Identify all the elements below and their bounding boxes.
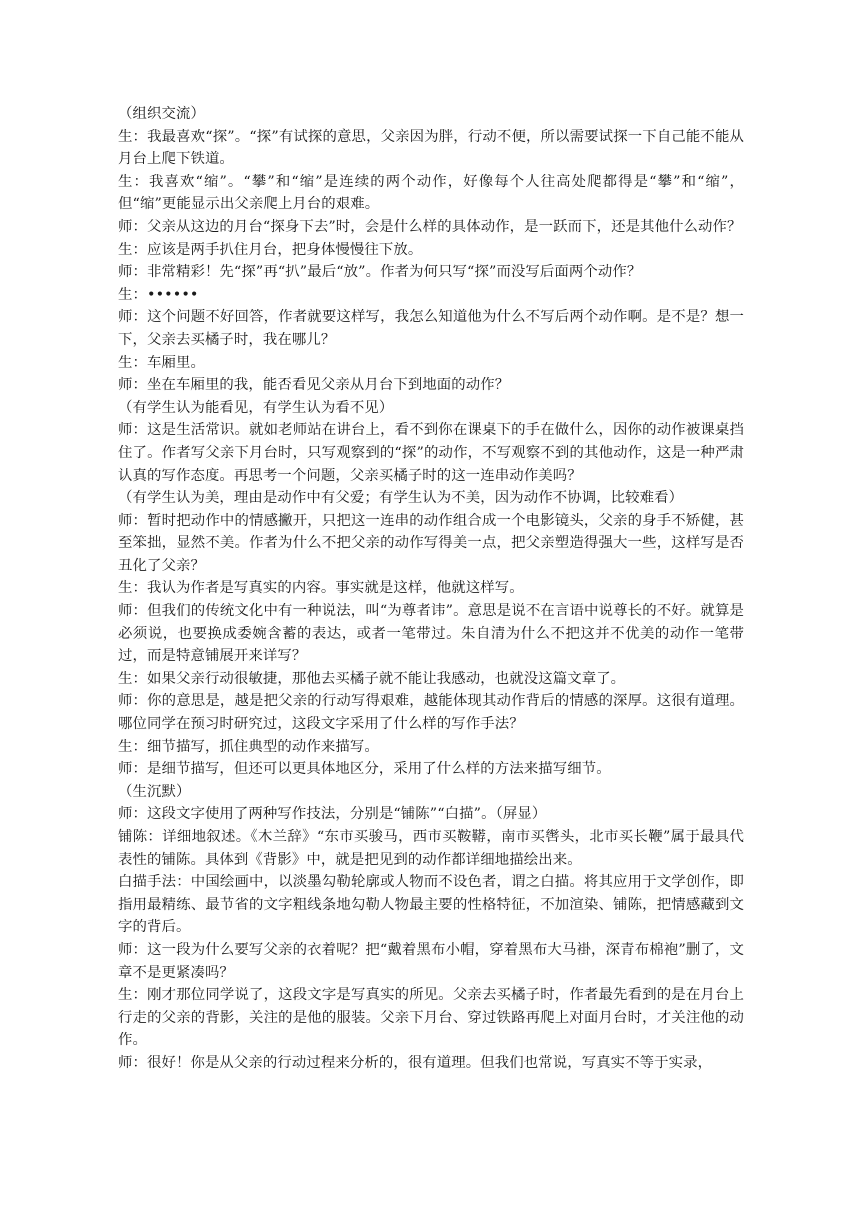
paragraph: 师：暂时把动作中的情感撇开，只把这一连串的动作组合成一个电影镜头，父亲的身手不矫健，甚至笨拙，显然不美。作者为什么不把父亲的动作写得美一点，把父亲塑造得强大一些，这样写是否丑化了父亲？	[118, 512, 744, 574]
paragraph: 生：细节描写，抓住典型的动作来描写。	[118, 738, 379, 755]
paragraph: 生：••••••	[118, 286, 199, 303]
paragraph: 白描手法：中国绘画中，以淡墨勾勒轮廓或人物而不设色者，谓之白描。将其应用于文学创作，即指用最精练、最节省的文字粗线条地勾勒人物最主要的性格特征，不加渲染、铺陈，把情感藏到文字的背后。	[118, 874, 744, 936]
paragraph: （组织交流）	[118, 106, 205, 122]
paragraph: 师：这是生活常识。就如老师站在讲台上，看不到你在课桌下的手在做什么，因你的动作被课桌挡住了。作者写父亲下月台时，只写观察到的“探”的动作，不写观察不到的其他动作，这是一种严肃认真的写作态度。再思考一个问题，父亲买橘子时的这一连串动作美吗？	[118, 422, 744, 484]
paragraph: （有学生认为美，理由是动作中有父爱；有学生认为不美，因为动作不协调，比较难看）	[118, 490, 684, 507]
paragraph: 师：很好！你是从父亲的行动过程来分析的，很有道理。但我们也常说，写真实不等于实录，	[118, 1054, 713, 1071]
paragraph: 师：这一段为什么要写父亲的衣着呢？把“戴着黑布小帽，穿着黑布大马褂，深青布棉袍”删了，文章不是更紧凑吗？	[118, 941, 744, 981]
paragraph: 师：坐在车厢里的我，能否看见父亲从月台下到地面的动作？	[118, 377, 510, 394]
paragraph: 师：你的意思是，越是把父亲的行动写得艰难，越能体现其动作背后的情感的深厚。这很有道理。哪位同学在预习时研究过，这段文字采用了什么样的写作手法？	[118, 693, 744, 733]
paragraph: 生：我喜欢“缩”。“攀”和“缩”是连续的两个动作，好像每个人往高处爬都得是“攀”和“缩”，但“缩”更能显示出父亲爬上月台的艰难。	[118, 173, 744, 213]
paragraph: 师：这个问题不好回答，作者就要这样写，我怎么知道他为什么不写后两个动作啊。是不是？想一下，父亲去买橘子时，我在哪儿？	[118, 309, 744, 348]
paragraph: 生：我认为作者是写真实的内容。事实就是这样，他就这样写。	[118, 580, 524, 597]
paragraph: 生：刚才那位同学说了，这段文字是写真实的所见。父亲去买橘子时，作者最先看到的是在月台上行走的父亲的背影，关注的是他的服装。父亲下月台、穿过铁路再爬上对面月台时，才关注他的动作。	[118, 987, 744, 1049]
paragraph: （生沉默）	[118, 783, 191, 800]
paragraph: 师：是细节描写，但还可以更具体地区分，采用了什么样的方法来描写细节。	[118, 761, 611, 778]
paragraph: 师：这段文字使用了两种写作技法，分别是“铺陈”“白描”。（屏显）	[118, 806, 547, 823]
paragraph: （有学生认为能看见，有学生认为看不见）	[118, 399, 394, 416]
paragraph: 生：应该是两手扒住月台，把身体慢慢往下放。	[118, 241, 423, 258]
paragraph: 生：如果父亲行动很敏捷，那他去买橘子就不能让我感动，也就没这篇文章了。	[118, 670, 626, 687]
paragraph: 师：但我们的传统文化中有一种说法，叫“为尊者讳”。意思是说不在言语中说尊长的不好。就算是必须说，也要换成委婉含蓄的表达，或者一笔带过。朱自清为什么不把这并不优美的动作一笔带过，而是特意铺展开来详写？	[118, 603, 744, 665]
paragraph: 师：非常精彩！先“探”再“扒”最后“放”。作者为何只写“探”而没写后面两个动作？	[118, 264, 642, 281]
document-body	[118, 103, 744, 1075]
paragraph: 铺陈：详细地叙述。《木兰辞》“东市买骏马，西市买鞍鞯，南市买辔头，北市买长鞭”属于最具代表性的铺陈。具体到《背影》中，就是把见到的动作都详细地描绘出来。	[118, 829, 744, 868]
paragraph: 生：我最喜欢“探”。“探”有试探的意思，父亲因为胖，行动不便，所以需要试探一下自己能不能从月台上爬下铁道。	[118, 128, 744, 168]
paragraph: 生：车厢里。	[118, 354, 205, 371]
paragraph: 师：父亲从这边的月台“探身下去”时，会是什么样的具体动作，是一跃而下，还是其他什么动作？	[118, 218, 742, 235]
